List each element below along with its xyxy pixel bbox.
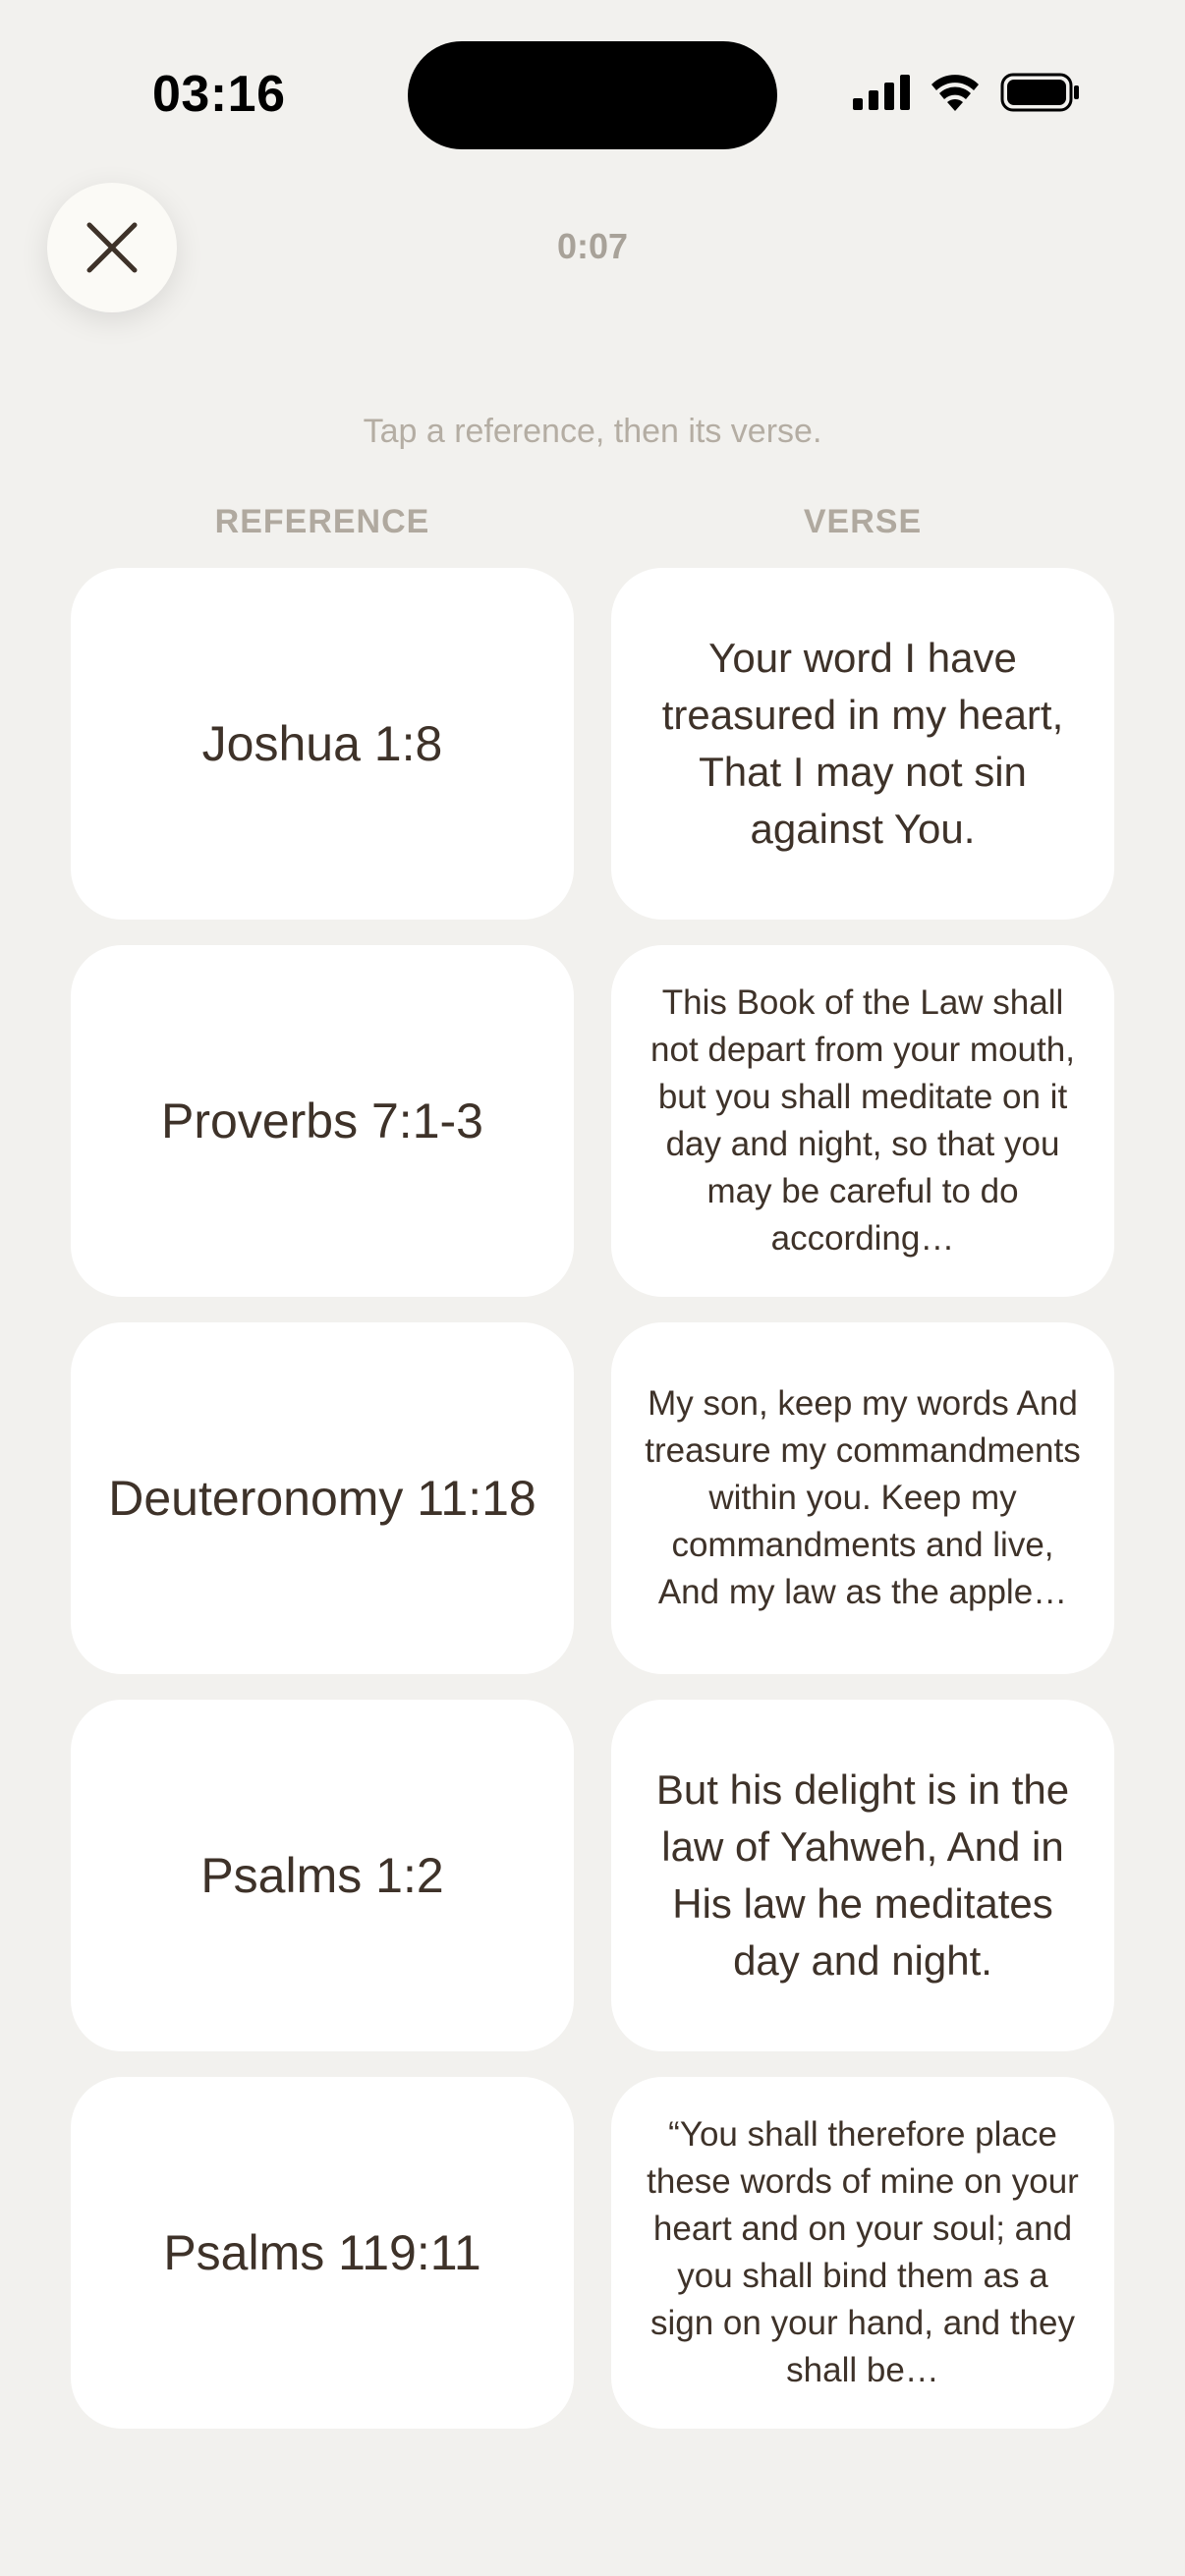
- reference-label: Psalms 119:11: [163, 2225, 481, 2280]
- reference-label: Proverbs 7:1-3: [161, 1093, 483, 1148]
- reference-card[interactable]: [71, 1322, 574, 1674]
- verse-column-header: VERSE: [803, 503, 923, 540]
- cellular-signal-icon: [853, 75, 910, 110]
- verse-card[interactable]: [611, 945, 1114, 1297]
- reference-card[interactable]: [71, 945, 574, 1297]
- reference-label: Joshua 1:8: [201, 716, 443, 771]
- instruction-text: Tap a reference, then its verse.: [363, 413, 822, 450]
- reference-label: Deuteronomy 11:18: [108, 1471, 536, 1526]
- reference-card[interactable]: [71, 1700, 574, 2051]
- status-time: 03:16: [152, 66, 286, 123]
- verse-text: My son, keep my words And treasure my commandments within you. Keep my commandments and live, And my law as the apple…: [645, 1384, 1081, 1611]
- reference-card[interactable]: [71, 568, 574, 920]
- verse-text: Your word I have treasured in my heart, That I may not sin against You.: [661, 635, 1064, 852]
- battery-icon: [1000, 73, 1081, 112]
- reference-card[interactable]: [71, 2077, 574, 2429]
- reference-label: Psalms 1:2: [200, 1848, 444, 1903]
- verse-card[interactable]: [611, 1322, 1114, 1674]
- status-icons: [853, 73, 1081, 112]
- verse-text: This Book of the Law shall not depart from your mouth, but you shall meditate on it day and night, so that you may be careful to do according…: [650, 983, 1075, 1258]
- wifi-icon: [930, 74, 981, 111]
- dynamic-island: [408, 41, 777, 149]
- reference-column-header: REFERENCE: [214, 503, 430, 540]
- verse-card[interactable]: [611, 568, 1114, 920]
- verse-text: “You shall therefore place these words of mine on your heart and on your soul; and you shall bind them as a sign on your hand, and they shall be…: [647, 2115, 1079, 2389]
- verse-text: But his delight is in the law of Yahweh, And in His law he meditates day and night.: [655, 1766, 1070, 1984]
- timer: 0:07: [556, 226, 629, 266]
- verse-card[interactable]: [611, 1700, 1114, 2051]
- verse-card[interactable]: [611, 2077, 1114, 2429]
